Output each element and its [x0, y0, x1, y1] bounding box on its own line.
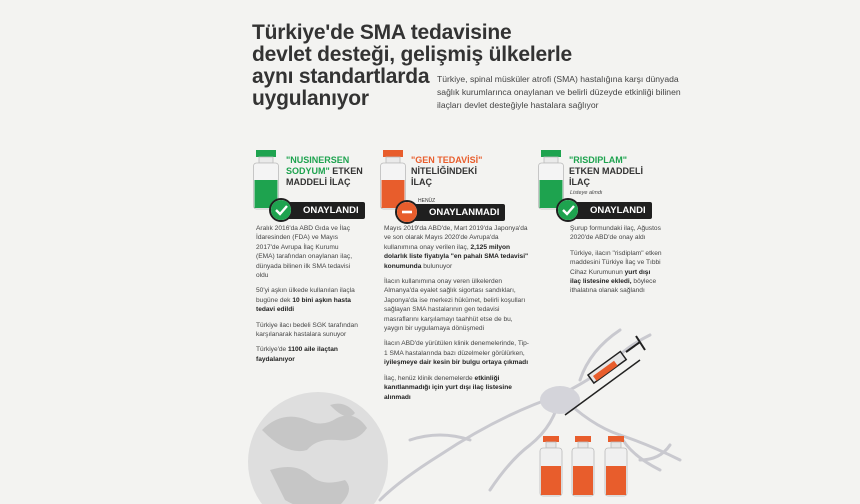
col2-badge-prefix: HENÜZ: [418, 198, 436, 204]
col1-title-rest: ETKEN MADDELİ İLAÇ: [286, 166, 363, 187]
col1-paragraph-2: 50'yi aşkın ülkede kullanılan ilaçla bugüne dek 10 bini aşkın hasta tedavi edildi: [256, 287, 355, 314]
check-icon: [556, 198, 580, 222]
col2-status-text: ONAYLANMADI: [429, 207, 500, 218]
col2-title-rest: NİTELİĞİNDEKİ İLAÇ: [411, 166, 478, 187]
col1-status-text: ONAYLANDI: [303, 205, 359, 216]
title-line-1: Türkiye'de SMA tedavisine: [252, 21, 512, 44]
col1-paragraph-3: Türkiye ilacı bedeli SGK tarafından karşılanarak hastalara sunuyor: [256, 321, 358, 339]
vials-illustration: [540, 436, 627, 496]
col2-status-badge: [401, 204, 505, 221]
subtitle: Türkiye, spinal müsküler atrofi (SMA) hastalığına karşı dünyada sağlık kurumlarınca onaylanan ve belirli düzeyde etkinliği bilinen ilaçları devlet desteğiyle hastalara sağlıyor: [437, 74, 681, 110]
col2-title: [411, 155, 496, 188]
col1-paragraphs: [256, 224, 358, 364]
title-line-3: aynı standartlarda: [252, 65, 430, 88]
col3-status-badge: [562, 202, 652, 219]
col3-title: [569, 155, 659, 188]
col1-paragraph-4: Türkiye'de 1100 aile ilaçtan faydalanıyor: [256, 346, 338, 363]
col2-paragraphs: [384, 224, 530, 402]
col1-title: [286, 155, 371, 188]
col3-note: Listeye alındı: [570, 190, 603, 196]
col3-paragraph-2: Türkiye, ilacın "risdiplam" etken maddesini Türkiye İlaç ve Tıbbi Cihaz Kurumunun yurt dışı ilaç listesine ekledi, böylece ithalatına olanak sağlandı: [570, 249, 662, 295]
col3-paragraph-1: Şurup formundaki ilaç, Ağustos 2020'de ABD'de onay aldı: [570, 225, 661, 242]
col3-paragraphs: [570, 224, 662, 296]
minus-icon: [395, 200, 419, 224]
col2-title-highlight: "GEN TEDAVİSİ": [411, 155, 483, 165]
col1-title-highlight: "NUSINERSEN SODYUM": [286, 155, 350, 176]
globe-icon: [248, 392, 388, 504]
col3-title-rest: ETKEN MADDELİ İLAÇ: [569, 166, 643, 187]
col2-paragraph-4: İlaç, henüz klinik denemelerde etkinliği kanıtlanmadığı için yurt dışı ilaç listesine alınmadı: [384, 374, 512, 401]
col1-paragraph-1: Aralık 2016'da ABD Gıda ve İlaç İdaresinden (FDA) ve Mayıs 2017'de Avrupa İlaç Kurumu (EMA) tarafından onaylanan ilaç, dünyada bilinen ilk SMA tedavisi oldu: [256, 225, 353, 280]
col3-status-text: ONAYLANDI: [590, 205, 646, 216]
col2-paragraph-2: İlacın kullanımına onay veren ülkelerden Almanya'da eyalet sağlık sigortası sandıkları, Japonya'da ise merkezi hükümet, belirli koşulları sağlayan SMA hastalarının gen tedavisi masraflarını karşılamayı taahhüt etse de bu, yaygın bir uygulamaya dönüşmedi: [384, 278, 526, 333]
check-icon: [269, 198, 293, 222]
title-line-2: devlet desteği, gelişmiş ülkelerle: [252, 43, 573, 66]
col1-status-badge: [275, 202, 365, 219]
col2-paragraph-3: İlacın ABD'de yürütülen klinik denemelerinde, Tip-1 SMA hastalarında bazı düzelmeler görülürken, iyileşmeye dair kesin bir bulgu ortaya çıkmadı: [384, 340, 529, 367]
col2-paragraph-1: Mayıs 2019'da ABD'de, Mart 2019'da Japonya'da ve son olarak Mayıs 2020'de Avrupa'da kullanımına onay verilen ilaç, 2,125 milyon dolarlık liste fiyatıyla "en pahalı SMA tedavisi" konumunda bulunuyor: [384, 225, 529, 270]
col3-title-highlight: "RISDIPLAM": [569, 155, 628, 165]
title-line-4: uygulanıyor: [252, 87, 369, 110]
